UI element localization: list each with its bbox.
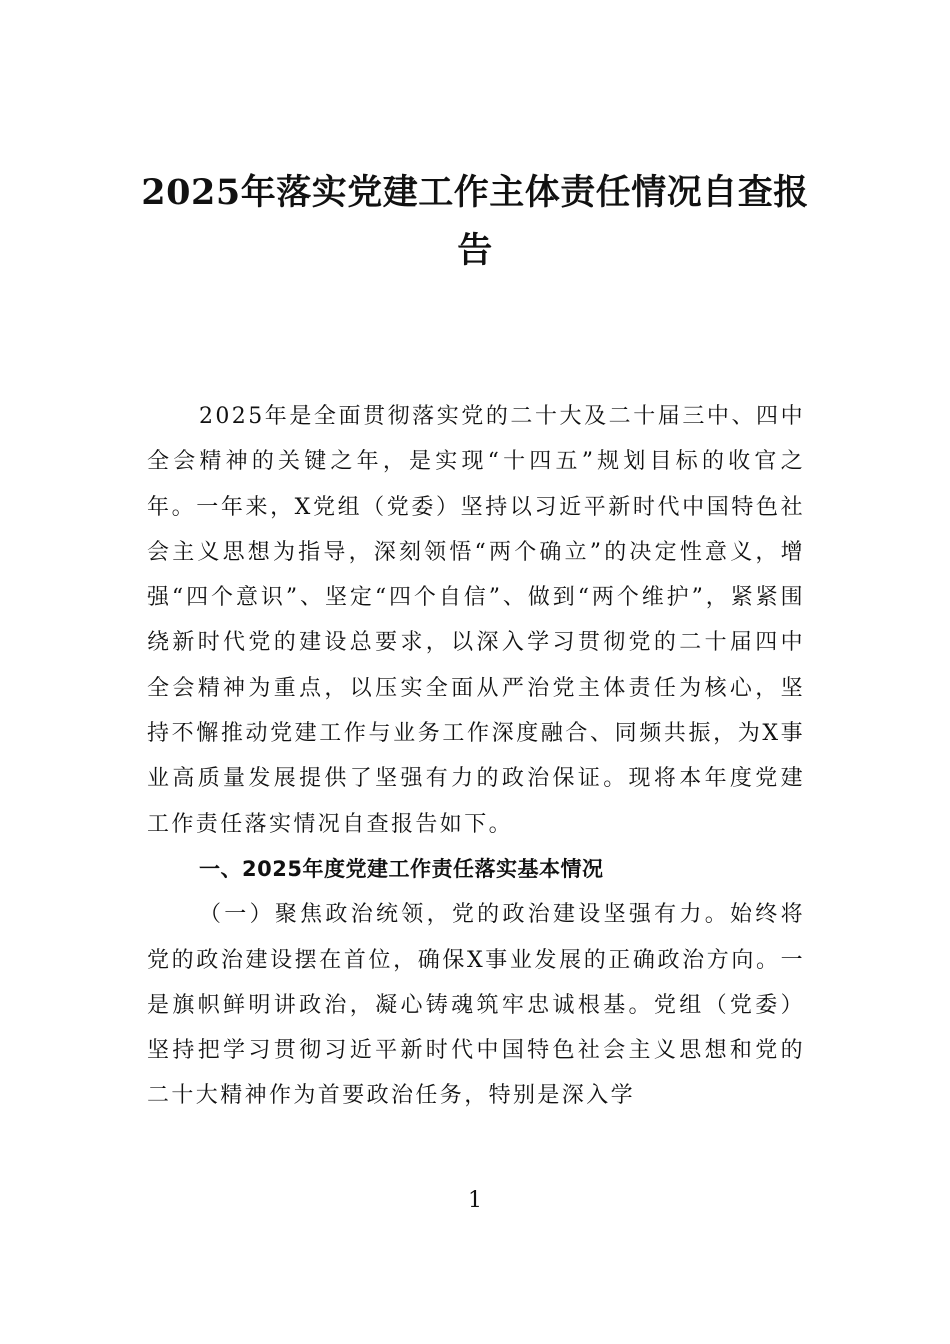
page-number: 1 xyxy=(468,1188,482,1213)
document-title: 2025年落实党建工作主体责任情况自查报告 xyxy=(141,172,809,271)
section-1-heading: 一、2025年度党建工作责任落实基本情况 xyxy=(199,856,604,881)
section-1-paragraph: （一）聚焦政治统领，党的政治建设坚强有力。始终将党的政治建设摆在首位，确保X事业发展的正确政治方向。一是旗帜鲜明讲政治，凝心铸魂筑牢忠诚根基。党组（党委）坚持把学习贯彻习近平新时代中国特色社会主义思想和党的二十大精神作为首要政治任务，特别是深入学 xyxy=(147,902,805,1109)
intro-paragraph: 2025年是全面贯彻落实党的二十大及二十届三中、四中全会精神的关键之年，是实现“十四五”规划目标的收官之年。一年来，X党组（党委）坚持以习近平新时代中国特色社会主义思想为指导，深刻领悟“两个确立”的决定性意义，增强“四个意识”、坚定“四个自信”、做到“两个维护”，紧紧围绕新时代党的建设总要求，以深入学习贯彻党的二十届四中全会精神为重点，以压实全面从严治党主体责任为核心，坚持不懈推动党建工作与业务工作深度融合、同频共振，为X事业高质量发展提供了坚强有力的政治保证。现将本年度党建工作责任落实情况自查报告如下。 xyxy=(147,404,805,837)
document-body xyxy=(147,394,805,1119)
